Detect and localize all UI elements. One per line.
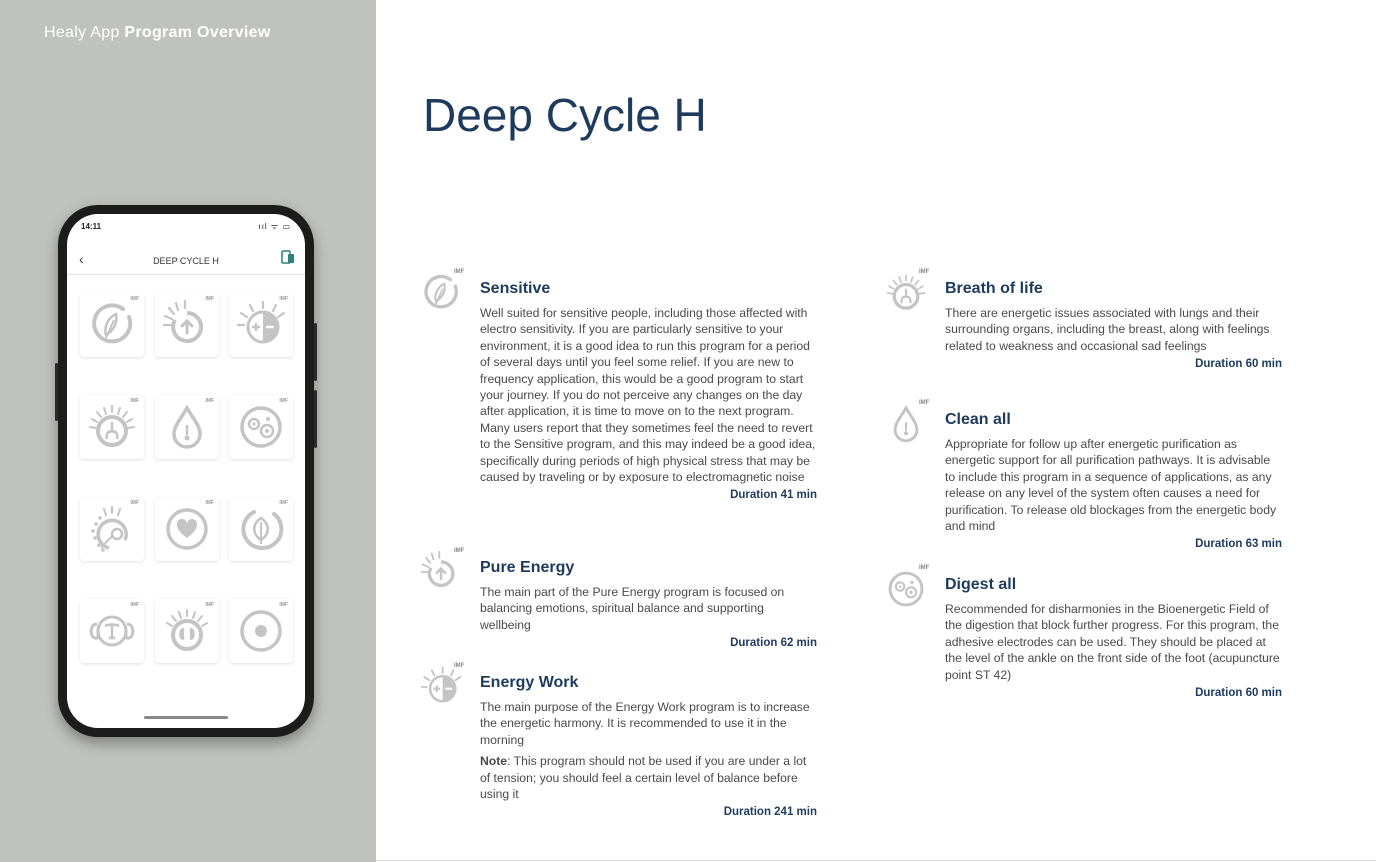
phone-screen — [67, 214, 305, 728]
program-title: Pure Energy — [480, 559, 575, 576]
program-tile-7[interactable] — [80, 497, 144, 561]
program-title: Sensitive — [480, 280, 551, 297]
cells-icon — [885, 568, 927, 610]
note-text: : This program should not be used if you are under a lot of tension; you should feel a certain level of balance before using it — [480, 754, 807, 802]
dot-circle-icon — [236, 606, 286, 656]
program-tile-11[interactable] — [155, 599, 219, 663]
program-duration: Duration 60 min — [1195, 687, 1282, 700]
status-time: 14:11 — [81, 222, 102, 231]
program-tile-pure-energy[interactable] — [155, 293, 219, 357]
imf-badge: IMF — [919, 269, 930, 275]
program-duration: Duration 63 min — [1195, 538, 1282, 551]
back-chevron-icon[interactable]: ‹ — [79, 251, 84, 267]
phone-mockup — [58, 205, 314, 737]
app-navbar — [67, 248, 305, 275]
program-tile-12[interactable] — [229, 599, 293, 663]
brand-prefix: Healy App — [44, 24, 120, 41]
cells-icon — [236, 402, 286, 452]
program-icon — [420, 663, 465, 713]
imf-badge: IMF — [130, 500, 139, 506]
drop-icon — [885, 403, 927, 445]
program-digest-all — [919, 565, 1282, 700]
imf-badge: IMF — [279, 296, 288, 302]
feather-icon — [87, 300, 137, 350]
program-tile-energy-work[interactable] — [229, 293, 293, 357]
phone-side-button — [314, 323, 317, 381]
bottom-divider — [376, 860, 1376, 861]
program-pure-energy — [454, 548, 817, 650]
program-description: There are energetic issues associated with lungs and their surrounding organs, including the breast, along with feelings related to weakness and occasional sad feelings — [945, 306, 1270, 353]
program-tile-digest-all[interactable] — [229, 395, 293, 459]
phone-volume-button — [55, 363, 58, 421]
imf-badge: IMF — [205, 296, 214, 302]
heart-icon — [162, 504, 212, 554]
program-tile-clean-all[interactable] — [155, 395, 219, 459]
drop-icon — [162, 402, 212, 452]
imf-badge: IMF — [130, 602, 139, 608]
program-title: Energy Work — [480, 674, 579, 691]
imf-badge: IMF — [279, 602, 288, 608]
imf-badge: IMF — [279, 500, 288, 506]
program-description: The main part of the Pure Energy program is focused on balancing emotions, spiritual balance and supporting wellbeing — [480, 585, 785, 632]
left-panel — [0, 0, 376, 862]
program-tile-sensitive[interactable] — [80, 293, 144, 357]
program-sensitive — [454, 269, 817, 502]
program-icon — [420, 269, 465, 319]
program-title: DEEP CYCLE H — [153, 256, 219, 266]
program-tile-8[interactable] — [155, 497, 219, 561]
kidneys-sun-icon — [162, 606, 212, 656]
imf-badge: IMF — [205, 602, 214, 608]
program-breath-of-life — [919, 269, 1282, 371]
program-duration: Duration 241 min — [723, 806, 817, 819]
program-description: Well suited for sensitive people, including those affected with electro sensitivity. If you are particularly sensitive to your environment, it is a good idea to run this program for a period of several days until you feel some relief. If you are new to frequency application, this would be a good program to start your journey. If you do not perceive any changes on the day after application, it is time to move on to the next program. Many users report that they sometimes feel the need to revert to the Sensitive program, and this may indeed be a good idea, specifically during periods of high physical stress that may be caused by traveling or by exposure to electromagnetic noise — [480, 306, 816, 485]
program-icon — [885, 269, 930, 319]
program-icon — [420, 548, 465, 598]
sun-arrow-icon — [162, 300, 212, 350]
page-title: Deep Cycle H — [423, 89, 707, 141]
lungs-sun-icon — [885, 272, 927, 314]
program-title: Clean all — [945, 411, 1011, 428]
feather-icon — [420, 272, 462, 314]
program-duration: Duration 62 min — [730, 637, 817, 650]
imf-badge: IMF — [919, 400, 930, 406]
program-title: Digest all — [945, 576, 1017, 593]
program-note — [480, 753, 817, 802]
phone-side-button-2 — [314, 390, 317, 448]
device-icon[interactable] — [281, 250, 295, 264]
imf-badge: IMF — [919, 565, 930, 571]
leaf-icon — [236, 504, 286, 554]
program-energy-work — [454, 663, 817, 819]
status-bar — [67, 214, 305, 236]
program-icon — [885, 565, 930, 615]
imf-badge: IMF — [205, 398, 214, 404]
imf-badge: IMF — [279, 398, 288, 404]
brand-header — [44, 24, 271, 42]
status-icons: ııl ᯤ ▭ — [258, 222, 291, 231]
plus-minus-sun-icon — [236, 300, 286, 350]
program-clean-all — [919, 400, 1282, 551]
program-duration: Duration 60 min — [1195, 358, 1282, 371]
program-icon — [885, 400, 930, 450]
note-label: Note — [480, 754, 508, 769]
lungs-sun-icon — [87, 402, 137, 452]
program-tile-9[interactable] — [229, 497, 293, 561]
program-title: Breath of life — [945, 280, 1043, 297]
uterus-icon — [87, 606, 137, 656]
program-description: The main purpose of the Energy Work program is to increase the energetic harmony. It is recommended to use it in the morning — [480, 700, 810, 747]
imf-badge: IMF — [454, 548, 465, 554]
imf-badge: IMF — [130, 398, 139, 404]
brand-title: Program Overview — [124, 24, 271, 41]
program-duration: Duration 41 min — [730, 489, 817, 502]
program-description: Appropriate for follow up after energetic purification as energetic support for all purification pathways. It is advisable to include this program in a sequence of applications, as any release on any level of the system often causes a need for purification. To release old blockages from the energetic body and mind — [945, 437, 1277, 534]
program-tile-breath-of-life[interactable] — [80, 395, 144, 459]
sun-arrow-icon — [420, 551, 462, 593]
imf-badge: IMF — [205, 500, 214, 506]
plus-minus-sun-icon — [420, 666, 462, 708]
sperm-sun-icon — [87, 504, 137, 554]
program-description: Recommended for disharmonies in the Bioenergetic Field of the digestion that block further progress. For this program, the adhesive electrodes can be used. They should be placed at the level of the ankle on the front side of the foot (acupuncture point ST 42) — [945, 602, 1280, 682]
home-indicator[interactable] — [144, 716, 228, 719]
imf-badge: IMF — [454, 663, 465, 669]
imf-badge: IMF — [454, 269, 465, 275]
imf-badge: IMF — [130, 296, 139, 302]
program-tile-10[interactable] — [80, 599, 144, 663]
